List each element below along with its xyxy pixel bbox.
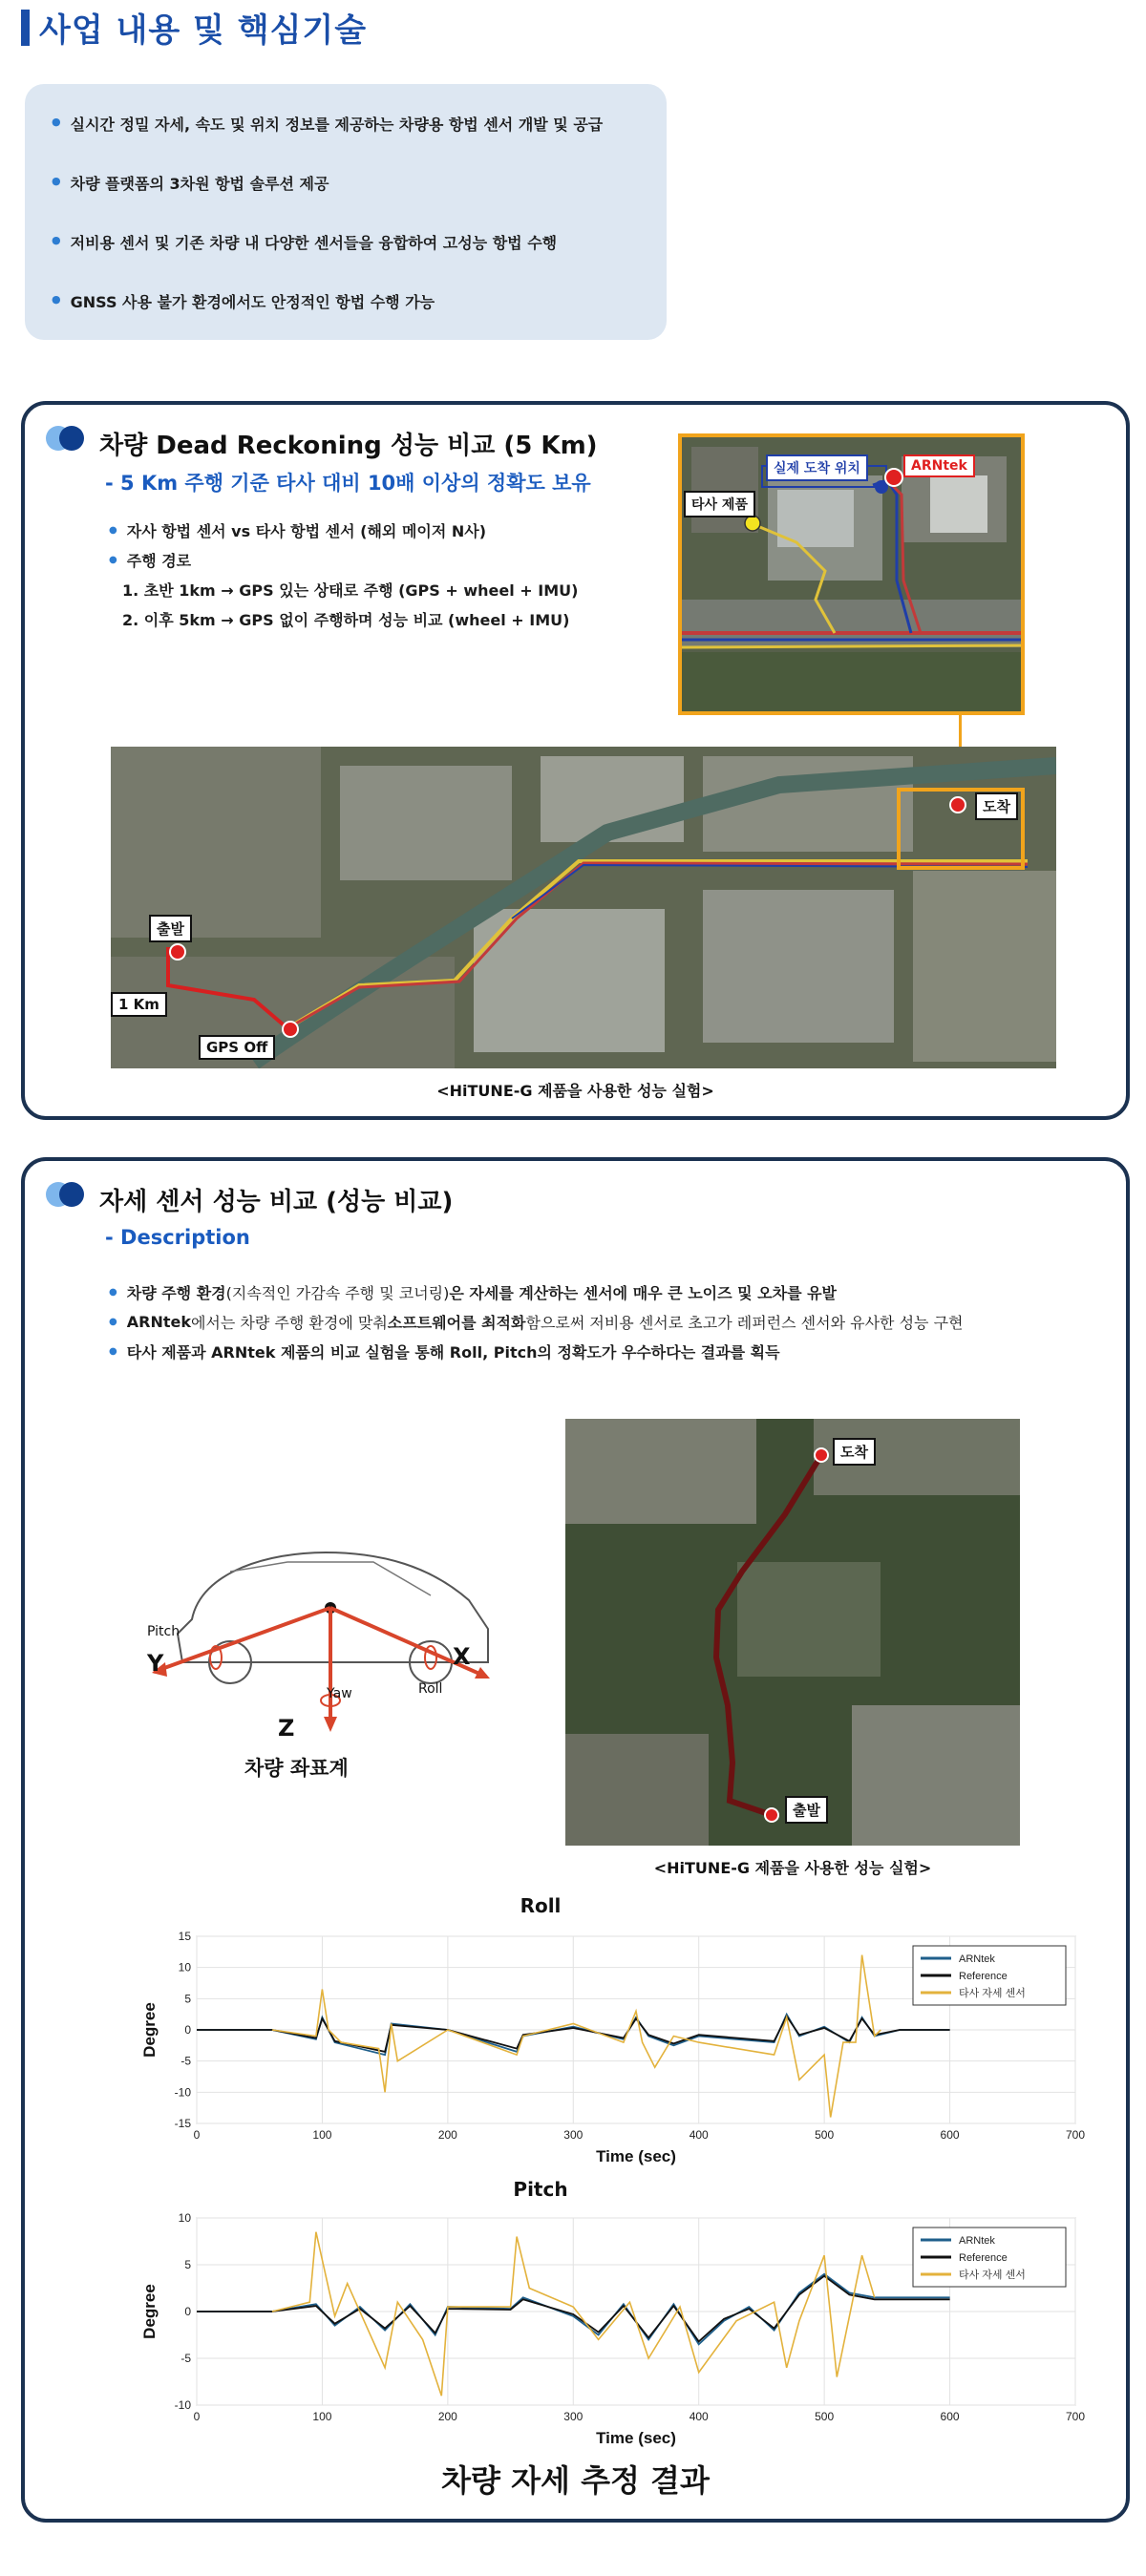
list-item: ● 타사 제품과 ARNtek 제품의 비교 실험을 통해 Roll, Pitch의 정확도가 우수하다는 결과를 획득 (109, 1343, 780, 1362)
list-item: ● 차량 주행 환경 (지속적인 가감속 주행 및 코너링) 은 자세를 계산하는 센서에 매우 큰 노이즈 및 오차를 유발 (109, 1284, 838, 1302)
x-axis-title: Time (sec) (596, 2147, 676, 2165)
dr-list (109, 516, 578, 634)
att-title: 자세 센서 성능 비교 (성능 비교) (99, 1188, 454, 1216)
bullet-icon: ● (109, 1346, 117, 1357)
start-label: 출발 (149, 915, 192, 942)
gps-off-label: GPS Off (199, 1035, 275, 1060)
dr-route-map (111, 747, 1056, 1068)
list-item: ● ARNtek 에서는 차량 주행 환경에 맞춰 소프트웨어를 최적화 함으로써 저비용 센서로 초고가 레퍼런스 센서와 유사한 성능 구현 (109, 1313, 964, 1332)
summary-item: ● 저비용 센서 및 기존 차량 내 다양한 센서들을 융합하여 고성능 항법 수행 (52, 234, 558, 252)
inset-actual-label: 실제 도착 위치 (766, 454, 868, 481)
y-tick-label: 5 (184, 1992, 191, 2006)
list-item: 2. 이후 5km → GPS 없이 주행하며 성능 비교 (wheel + IMU) (122, 611, 570, 629)
bullet-icon: ● (52, 234, 61, 246)
x-tick-label: 0 (193, 2410, 201, 2423)
x-tick-label: 400 (689, 2128, 709, 2142)
x-axis-title: Time (sec) (596, 2429, 676, 2447)
x-tick-label: 300 (563, 2410, 584, 2423)
summary-box (25, 84, 667, 340)
summary-item: ● 실시간 정밀 자세, 속도 및 위치 정보를 제공하는 차량용 항법 센서 개발 및 공급 (52, 116, 604, 134)
legend-entry: ARNtek (959, 2235, 995, 2247)
dr-caption: <HiTUNE-G 제품을 사용한 성능 실험> (436, 1082, 714, 1100)
y-tick-label: 5 (184, 2258, 191, 2271)
y-tick-label: 0 (184, 2305, 191, 2318)
y-axis-label: Y (147, 1650, 164, 1677)
x-tick-label: 100 (312, 2410, 332, 2423)
dr-title: 차량 Dead Reckoning 성능 비교 (5 Km) (99, 432, 598, 460)
page-title-text: 사업 내용 및 핵심기술 (39, 11, 368, 50)
dr-subtitle: - 5 Km 주행 기준 타사 대비 10배 이상의 정확도 보유 (105, 472, 591, 495)
z-axis-label: Z (278, 1715, 295, 1742)
x-tick-label: 700 (1065, 2410, 1086, 2423)
x-tick-label: 200 (437, 2410, 457, 2423)
car-caption: 차량 좌표계 (244, 1757, 349, 1780)
page-title (21, 4, 367, 51)
distance-label: 1 Km (111, 992, 167, 1017)
list-item: ● 자사 항법 센서 vs 타사 항법 센서 (해외 메이저 N사) (109, 522, 487, 540)
att-card (21, 1157, 1130, 2523)
pitch-chart (63, 2206, 1094, 2460)
x-tick-label: 600 (940, 2128, 960, 2142)
x-tick-label: 100 (312, 2128, 332, 2142)
bullet-icon: ● (109, 555, 117, 565)
x-tick-label: 500 (815, 2410, 835, 2423)
bullet-icon: ● (52, 116, 61, 128)
inset-competitor-label: 타사 제품 (684, 491, 755, 517)
y-tick-label: 0 (184, 2023, 191, 2037)
roll-axis-label: Roll (418, 1681, 443, 1697)
y-tick-label: 15 (178, 1930, 191, 1943)
start-label: 출발 (785, 1796, 828, 1824)
y-axis-title: Degree (140, 2284, 159, 2339)
dr-route-map-graphic (111, 747, 1056, 1068)
legend-entry: Reference (959, 2252, 1008, 2264)
list-item: 1. 초반 1km → GPS 있는 상태로 주행 (GPS + wheel + IMU) (122, 581, 579, 600)
bullet-icon: ● (52, 293, 61, 306)
final-caption: 차량 자세 추정 결과 (441, 2462, 710, 2499)
att-subtitle: - Description (105, 1226, 250, 1249)
inset-map (678, 433, 1025, 715)
y-tick-label: 10 (178, 1960, 191, 1974)
x-tick-label: 300 (563, 2128, 584, 2142)
bullet-icon: ● (109, 525, 117, 536)
att-route-map (565, 1419, 1020, 1846)
arrive-label: 도착 (833, 1438, 876, 1466)
att-route-map-graphic (565, 1419, 1020, 1846)
att-map-caption: <HiTUNE-G 제품을 사용한 성능 실험> (653, 1859, 932, 1877)
x-tick-label: 500 (815, 2128, 835, 2142)
att-list (109, 1277, 964, 1366)
y-tick-label: -15 (174, 2117, 191, 2130)
y-tick-label: -5 (180, 2054, 191, 2068)
pitch-axis-label: Pitch (147, 1624, 180, 1639)
summary-item: ● GNSS 사용 불가 환경에서도 안정적인 항법 수행 가능 (52, 293, 435, 311)
title-accent-bar (21, 10, 30, 46)
bullet-icon: ● (109, 1317, 117, 1327)
legend-entry: 타사 자세 센서 (959, 2270, 1026, 2281)
roll-chart (63, 1925, 1094, 2178)
x-tick-label: 0 (193, 2128, 201, 2142)
x-tick-label: 200 (437, 2128, 457, 2142)
car-coordinate-diagram (125, 1495, 526, 1753)
y-tick-label: -5 (180, 2352, 191, 2365)
inset-arntek-label: ARNtek (903, 454, 975, 477)
x-tick-label: 600 (940, 2410, 960, 2423)
list-item: ● 주행 경로 (109, 552, 192, 570)
roll-chart-title: Roll (520, 1894, 562, 1917)
bullet-icon: ● (52, 175, 61, 187)
x-tick-label: 400 (689, 2410, 709, 2423)
x-axis-label: X (453, 1643, 471, 1670)
legend-entry: 타사 자세 센서 (959, 1988, 1026, 1999)
connector-line (959, 711, 962, 750)
yaw-axis-label: Yaw (327, 1686, 352, 1701)
summary-item: ● 차량 플랫폼의 3차원 항법 솔루션 제공 (52, 175, 329, 193)
y-axis-title: Degree (140, 2002, 159, 2058)
x-tick-label: 700 (1065, 2128, 1086, 2142)
bullet-icon: ● (109, 1287, 117, 1298)
legend-entry: ARNtek (959, 1953, 995, 1965)
y-tick-label: -10 (174, 2085, 191, 2100)
dr-card (21, 401, 1130, 1120)
arrive-label: 도착 (975, 792, 1018, 820)
legend-entry: Reference (959, 1971, 1008, 1982)
y-tick-label: 10 (178, 2211, 191, 2225)
y-tick-label: -10 (174, 2398, 191, 2412)
pitch-chart-title: Pitch (513, 2178, 568, 2201)
